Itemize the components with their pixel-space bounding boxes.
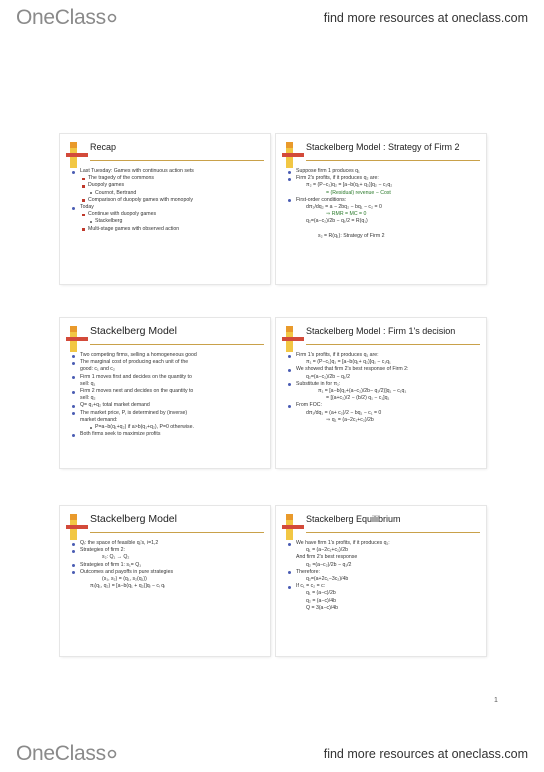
slide-line: Both firms seek to maximize profits — [80, 431, 264, 438]
slide-line: q₂ =(a−c₂)/2b − q₁/2 — [306, 561, 352, 568]
slide-line — [296, 226, 480, 233]
slide-line: Strategies of firm 1: s₁= Q₁ — [80, 562, 264, 569]
slide-line: q₂ = (a−c)/4b — [306, 597, 336, 604]
title-divider — [90, 532, 264, 533]
slide-line: And firm 2's best response — [296, 554, 358, 561]
slide-line: Outcomes and payoffs in pure strategies — [80, 569, 264, 576]
top-header — [0, 0, 544, 36]
oneclass-logo[interactable] — [16, 6, 117, 30]
bottom-footer — [0, 736, 544, 772]
slide-line: Q= q₁+q₂ total market demand — [80, 402, 264, 409]
title-divider — [90, 160, 264, 161]
slide-line: good: c₁ and c₂ — [80, 366, 115, 373]
slide-line: = (Residual) revenue − Cost — [326, 189, 391, 196]
slide-line: sell: q₂ — [80, 395, 96, 402]
slide-line: s₂ = R(q₁): Strategy of Firm 2 — [318, 232, 385, 239]
slide-line: π₁ = (P−c₁)q₁ = [a−b(q₁+ q₂)]q₁ − c₁q₁ — [306, 359, 391, 366]
slide-line: Multi-stage games with observed action — [80, 226, 264, 233]
slide-stackelberg-strategies — [60, 506, 270, 656]
slide-title: Stackelberg Model : Firm 1's decision — [306, 326, 456, 336]
logo-mark-icon — [107, 13, 117, 23]
slide-line: From FOC: — [296, 402, 480, 409]
slide-line: Firm 1 moves first and decides on the quantity to — [80, 374, 264, 381]
slide-line: Stackelberg — [80, 218, 264, 225]
logo-mark-icon — [107, 749, 117, 759]
slide-title: Stackelberg Model — [90, 325, 177, 337]
slide-line: P=a−b(q₁+q₂) if a>b(q₁+q₂), P=0 otherwise. — [80, 424, 264, 431]
slide-line: Firm 1's profits, if it produces q₁ are: — [296, 352, 480, 359]
slide-recap — [60, 134, 270, 284]
page-number: 1 — [494, 697, 498, 704]
slide-line: Firm 2 moves next and decides on the quantity to — [80, 388, 264, 395]
slide-line: Comparison of duopoly games with monopoly — [80, 197, 264, 204]
slide-line: Two competing firms, selling a homogeneous good — [80, 352, 264, 359]
title-divider — [90, 344, 264, 345]
slide-line: q₁ = (a−c)/2b — [306, 590, 336, 597]
slide-line: The market price, P, is determined by (inverse) — [80, 410, 264, 417]
title-divider — [306, 532, 480, 533]
slide-line: Q = 3(a−c)/4b — [306, 604, 339, 611]
slide-stackelberg-model — [60, 318, 270, 468]
slide-line: q₁ = (a−2c₁+c₂)/2b — [306, 547, 348, 554]
slide-line: Today — [80, 204, 264, 211]
slide-line: Therefore: — [296, 569, 480, 576]
slide-line: dπ₂/dq₂ = a − 2bq₂ − bq₁ − c₂ = 0 — [306, 204, 382, 211]
slide-line: q₂=(a−c₂)/2b − q₁/2 — [306, 373, 350, 380]
slide-line: q₂=(a−c₂)/2b − q₁/2 = R(q₁) — [306, 218, 368, 225]
slide-line: π₁ = [a−b(q₁+(a−c₂)/2b− q₁/2)]q₁ − c₁q₁ — [318, 388, 407, 395]
slide-body — [296, 540, 480, 612]
footer-tagline-link[interactable]: find more resources at oneclass.com — [323, 747, 528, 761]
slide-line: dπ₁/dq₁ = (a+ c₂)/2 − bq₁ − c₁ = 0 — [306, 409, 382, 416]
slide-line: Last Tuesday: Games with continuous action sets — [80, 168, 264, 175]
slide-line: market demand: — [80, 416, 118, 423]
slide-line: Cournot, Bertrand — [80, 190, 264, 197]
slide-line: πᵢ(q₁, q₂) = [a−b(q₁ + q₂)]qᵢ − cᵢ qᵢ — [90, 583, 165, 590]
slide-firm1-decision — [276, 318, 486, 468]
logo-text: OneClass — [16, 742, 106, 765]
slide-line: π₂ = (P−c₂)q₂ = [a−b(q₁+ q₂)]q₂ − c₂q₂ — [306, 182, 393, 189]
slide-line: Substitute in for π₁: — [296, 381, 480, 388]
slide-line: ⇒ RMR = MC = 0 — [326, 211, 367, 218]
slide-line: If c₁ = c₂ = c: — [296, 583, 480, 590]
slide-line: = [(a+c₂)/2 − (b/2) q₁ − c₁]q₁ — [326, 395, 390, 402]
slide-line: We showed that firm 2's best response of Firm 2: — [296, 366, 480, 373]
slide-line: We have firm 1's profits, if it produces q₁: — [296, 540, 480, 547]
slide-title: Stackelberg Model — [90, 513, 177, 525]
slide-title: Stackelberg Model : Strategy of Firm 2 — [306, 142, 460, 152]
oneclass-logo[interactable] — [16, 742, 117, 766]
slide-title: Stackelberg Equilibrium — [306, 514, 401, 524]
slide-line: (s₁, s₂) = (q₁, s₂(q₁)) — [102, 576, 147, 583]
slide-line: Suppose firm 1 produces q₁ — [296, 168, 480, 175]
slide-body — [296, 352, 480, 424]
slide-line: The marginal cost of producing each unit of the — [80, 359, 264, 366]
slide-stackelberg-equilibrium — [276, 506, 486, 656]
slide-line: sell: q₁ — [80, 380, 96, 387]
slide-line: s₂: Q₁ → Q₂ — [102, 554, 130, 561]
slide-line: First-order conditions: — [296, 197, 480, 204]
slide-line: ⇒ q₁ = (a−2c₁+c₂)/2b — [326, 416, 374, 423]
slide-line: The tragedy of the commons — [80, 175, 264, 182]
slide-body — [80, 168, 264, 233]
slide-body — [80, 540, 264, 590]
slide-line: Firm 2's profits, if it produces q₂ are: — [296, 175, 480, 182]
slide-line: Qᵢ: the space of feasible qᵢ's, i=1,2 — [80, 540, 264, 547]
logo-text: OneClass — [16, 6, 106, 29]
slide-line: q₂=(a+2c₁−3c₂)/4b — [306, 576, 349, 583]
slide-line: Continue with duopoly games — [80, 211, 264, 218]
slide-body — [296, 168, 480, 240]
slide-line: Strategies of firm 2: — [80, 547, 264, 554]
header-tagline-link[interactable]: find more resources at oneclass.com — [323, 11, 528, 25]
slide-firm2-strategy — [276, 134, 486, 284]
title-divider — [306, 344, 480, 345]
slide-line: Duopoly games — [80, 182, 264, 189]
slide-body — [80, 352, 264, 438]
title-divider — [306, 160, 480, 161]
slide-title: Recap — [90, 142, 117, 152]
